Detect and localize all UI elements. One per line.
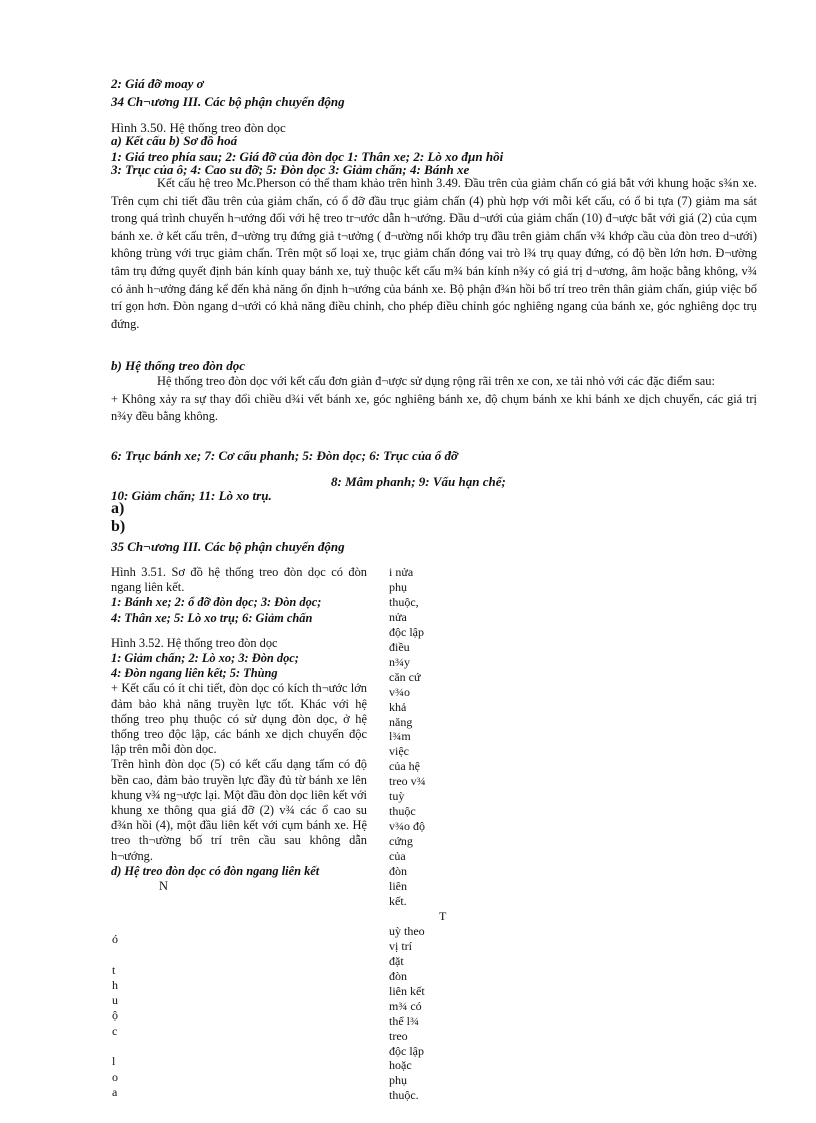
- column-word: đòn: [389, 968, 407, 983]
- paragraph-text: Trên hình đòn dọc (5) có kết cấu dạng tấm có độ bền cao, đảm bảo truyền lực đầy đủ từ bánh xe lên khung v¾ ng¬ược lại. Một đầu đòn dọc liên kết với khung xe thông qua giá đỡ (2) v¾ các ổ cao su đ¾n hồi (4), một đầu liên kết với cụm bánh xe. Hệ treo th¬ường bố trí trên cầu sau không dẫn h¬ướng.: [111, 757, 367, 863]
- vertical-text-head: N: [159, 879, 168, 894]
- right-column: [389, 565, 447, 1103]
- column-word: liên: [389, 879, 407, 894]
- column-word: độc lập: [389, 1043, 424, 1058]
- caption-line: a) Kết cấu b) Sơ đồ hoá: [111, 133, 238, 148]
- column-word: đòn: [389, 864, 407, 879]
- caption-line: 8: Mâm phanh; 9: Vấu hạn chế;: [331, 474, 506, 489]
- body-paragraph: [111, 373, 757, 426]
- column-word: i nửa: [389, 565, 414, 579]
- caption-line: 1: Giá treo phía sau; 2: Giá đỡ của đòn dọc 1: Thân xe; 2: Lò xo đµn hồi: [111, 149, 504, 164]
- vertical-char: t: [112, 962, 116, 977]
- caption-line: 4: Đòn ngang liên kết; 5: Thùng: [111, 666, 278, 681]
- running-header: 34 Ch¬ương III. Các bộ phận chuyển động: [111, 94, 345, 109]
- column-word: thuộc.: [389, 1088, 419, 1103]
- column-word: v¾o độ: [389, 819, 425, 834]
- column-word: năng: [389, 714, 413, 729]
- column-word: l¾m: [389, 729, 411, 744]
- section-heading: d) Hệ treo đòn dọc có đòn ngang liên kết: [111, 863, 320, 878]
- figure-label-b: b): [111, 518, 126, 535]
- column-word: hoặc: [389, 1058, 412, 1073]
- vertical-char: ó: [112, 932, 118, 946]
- vertical-char: o: [112, 1069, 118, 1084]
- vertical-char: [112, 947, 124, 962]
- vertical-char: ộ: [112, 1008, 118, 1023]
- caption-line: 10: Giảm chấn; 11: Lò xo trụ.: [111, 488, 272, 503]
- body-paragraph: [111, 175, 757, 333]
- column-word: căn cứ: [389, 669, 421, 684]
- column-word: độc lập: [389, 624, 424, 639]
- column-word: T: [439, 908, 447, 923]
- paragraph-text: Kết cấu hệ treo Mc.Pherson có thể tham khảo trên hình 3.49. Đầu trên của giảm chấn có giá bắt với khung hoặc s¾n xe. Trên cụm chi tiết đầu trên của giảm chấn, có ổ đỡ đầu trục giảm chấn (4) phù hợp với mỗi kết cấu, có ổ bi tựa (7) giảm ma sát trong quá trình chuyển h¬ướng đối với hệ treo tr¬ước dẫn h¬ướng. Đầu d¬ưới của giảm chấn (10) đ¬ược bắt với giá (2) của cụm bánh xe. ở kết cấu trên, đ¬ường trụ đứng giả t¬ưởng ( đ¬ường nối khớp trụ đầu trên giảm chấn v¾ khớp cầu của đòn treo d¬ưới) không trùng với trục giảm chấn. Trên một số loại xe, trục giảm chấn đóng vai trò l¾ trụ quay đứng, có độ bền lớn hơn. Đ¬ường tâm trụ đứng quyết định bán kính quay bánh xe, tuỳ thuộc kết cấu m¾ bán kính n¾y có giá trị d¬ương, âm hoặc bằng không, v¾ có ảnh h¬ưởng đáng kể đến khả năng ổn định h¬ướng của bánh xe. Bộ phận đ¾n hồi bố trí treo trên thân giảm chấn, giúp việc bố trí gọn hơn. Đòn ngang d¬ưới có khả năng điều chỉnh, cho phép điều chỉnh góc nghiêng ngang của bánh xe, góc nghiêng dọc trụ đứng.: [111, 176, 757, 331]
- caption-line: 1: Giảm chấn; 2: Lò xo; 3: Đòn dọc;: [111, 651, 299, 666]
- section-heading: b) Hệ thống treo đòn dọc: [111, 358, 245, 373]
- column-word: phụ: [389, 579, 407, 594]
- column-word: thể l¾: [389, 1013, 419, 1028]
- column-word: của: [389, 849, 406, 864]
- running-header: 35 Ch¬ương III. Các bộ phận chuyển động: [111, 539, 345, 554]
- column-word: khả: [389, 699, 407, 714]
- caption-line: 3: Trục của ô; 4: Cao su đỡ; 5: Đòn dọc 3: Giảm chấn; 4: Bánh xe: [111, 162, 470, 177]
- column-word: thuộc: [389, 804, 416, 819]
- column-word: điều: [389, 639, 410, 654]
- figure-label-a: a): [111, 500, 125, 517]
- vertical-char: u: [112, 993, 118, 1008]
- column-word: kết.: [389, 893, 407, 908]
- figure-caption: Hình 3.52. Hệ thống treo đòn dọc: [111, 635, 278, 650]
- caption-line: 6: Trục bánh xe; 7: Cơ cấu phanh; 5: Đòn dọc; 6: Trục của ổ đỡ: [111, 448, 459, 463]
- paragraph-text: + Không xảy ra sự thay đổi chiều d¾i vết bánh xe, góc nghiêng bánh xe, độ chụm bánh xe khi bánh xe dịch chuyển, các giá trị n¾y đều bằng không.: [111, 391, 757, 424]
- paragraph-text: Hệ thống treo đòn dọc với kết cấu đơn giản đ¬ược sử dụng rộng rãi trên xe con, xe tải nhỏ với các đặc điểm sau:: [157, 374, 715, 388]
- column-word: của hệ: [389, 759, 420, 774]
- column-word: treo v¾: [389, 774, 426, 789]
- figure-caption: Hình 3.51. Sơ đồ hệ thống treo đòn dọc có đòn ngang liên kết.: [111, 565, 367, 595]
- vertical-char: h: [112, 977, 118, 992]
- vertical-text: [112, 932, 124, 1100]
- vertical-char: c: [112, 1023, 118, 1038]
- left-column: [111, 565, 367, 894]
- caption-line: 4: Thân xe; 5: Lò xo trụ; 6: Giảm chấn: [111, 610, 313, 625]
- column-word: treo: [389, 1028, 408, 1043]
- vertical-char: [112, 1039, 124, 1054]
- vertical-char: a: [112, 1084, 118, 1099]
- column-word: phụ: [389, 1073, 407, 1088]
- column-word: n¾y: [389, 654, 410, 669]
- column-word: tuỳ: [389, 789, 405, 804]
- column-word: v¾o: [389, 684, 410, 699]
- figure-caption: Hình 3.50. Hệ thống treo đòn dọc: [111, 120, 286, 135]
- column-word: nửa: [389, 609, 407, 624]
- column-word: đặt: [389, 953, 404, 968]
- column-word: m¾ có: [389, 998, 422, 1013]
- vertical-char: l: [112, 1054, 116, 1069]
- paragraph-text: + Kết cấu có ít chi tiết, đòn dọc có kích th¬ước lớn đảm bảo khả năng truyền lực tốt. Khác với hệ thống treo phụ thuộc có sử dụng đòn dọc, ở hệ thống treo độc lập, các bánh xe dịch chuyển độc lập trên mỗi đòn dọc.: [111, 681, 367, 757]
- column-word: thuộc,: [389, 594, 419, 609]
- caption-line: 2: Giá đỡ moay ơ: [111, 76, 204, 91]
- column-word: liên kết: [389, 983, 425, 998]
- column-word: vị trí: [389, 938, 412, 953]
- column-word: cứng: [389, 834, 413, 849]
- column-word: việc: [389, 744, 409, 759]
- column-word: uỳ theo: [389, 923, 425, 938]
- caption-line: 1: Bánh xe; 2: ổ đỡ đòn dọc; 3: Đòn dọc;: [111, 595, 322, 610]
